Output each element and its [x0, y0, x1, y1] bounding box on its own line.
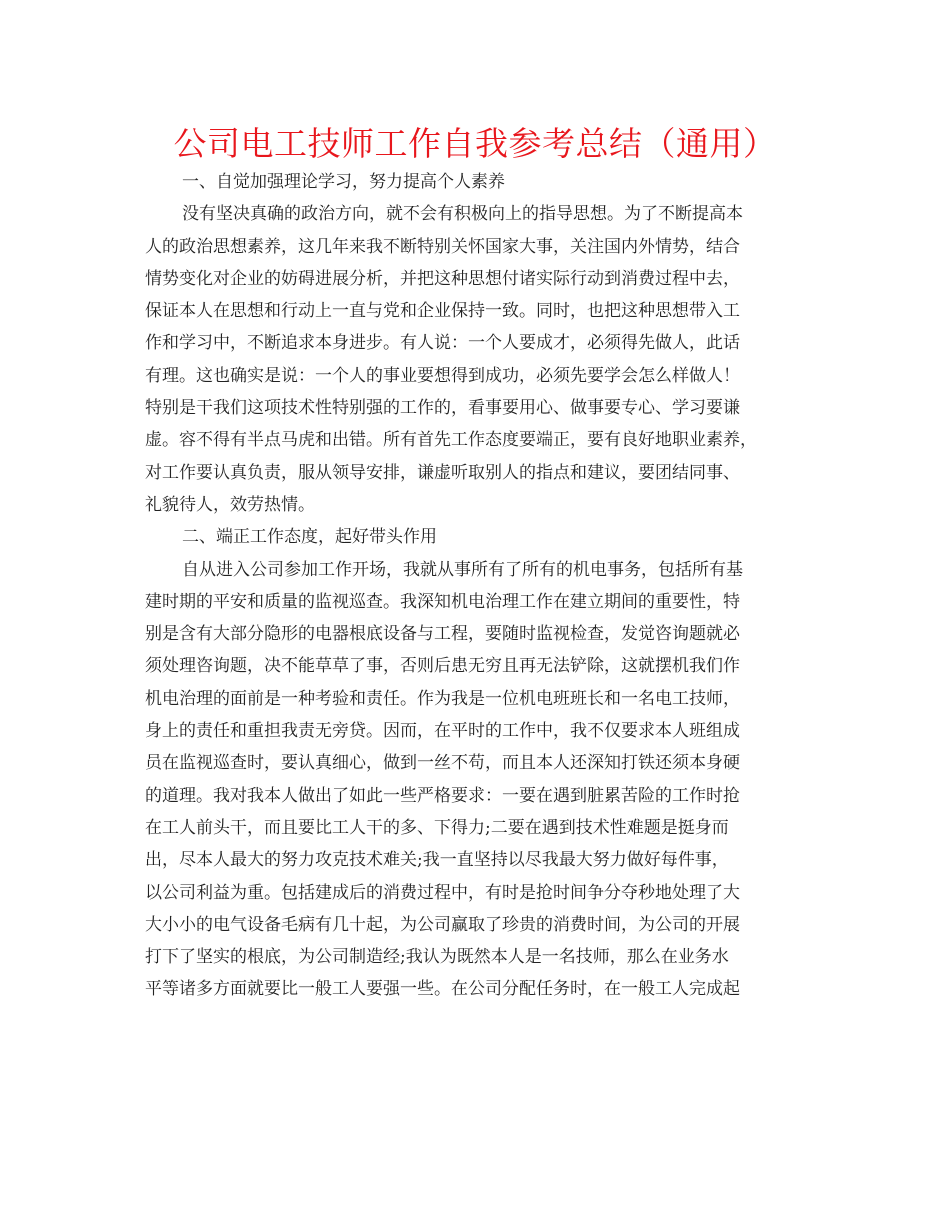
text-line: 机电治理的面前是一种考验和责任。作为我是一位机电班班长和一名电工技师，: [145, 688, 740, 709]
text-line: 的道理。我对我本人做出了如此一些严格要求：一要在遇到脏累苦险的工作时抢: [145, 785, 740, 806]
text-line: 须处理咨询题，决不能草草了事，否则后患无穷且再无法铲除，这就摆机我们作: [145, 656, 740, 677]
text-line: 身上的责任和重担我责无旁贷。因而，在平时的工作中，我不仅要求本人班组成: [145, 721, 740, 742]
text-line: 对工作要认真负责，服从领导安排，谦虚听取别人的指点和建议，要团结同事、: [145, 462, 740, 483]
text-line: 人的政治思想素养，这几年来我不断特别关怀国家大事，关注国内外情势，结合: [145, 236, 740, 257]
text-line: 有理。这也确实是说：一个人的事业要想得到成功，必须先要学会怎么样做人！: [145, 365, 740, 386]
document-title: 公司电工技师工作自我参考总结（通用）: [173, 124, 777, 163]
text-line: 打下了坚实的根底，为公司制造经;我认为既然本人是一名技师，那么在业务水: [145, 947, 729, 968]
text-line: 情势变化对企业的妨碍进展分析，并把这种思想付诸实际行动到消费过程中去，: [145, 268, 740, 289]
text-line: 自从进入公司参加工作开场，我就从事所有了所有的机电事务，包括所有基: [182, 559, 743, 580]
text-line: 出，尽本人最大的努力攻克技术难关;我一直坚持以尽我最大努力做好每件事，: [145, 850, 729, 871]
text-line: 没有坚决真确的政治方向，就不会有积极向上的指导思想。为了不断提高本: [182, 204, 743, 225]
text-line: 建时期的平安和质量的监视巡查。我深知机电治理工作在建立期间的重要性，特: [145, 591, 740, 612]
text-line: 特别是干我们这项技术性特别强的工作的，看事要用心、做事要专心、学习要谦: [145, 398, 740, 419]
text-line: 一、自觉加强理论学习，努力提高个人素养: [182, 172, 505, 192]
text-line: 平等诸多方面就要比一般工人要强一些。在公司分配任务时，在一般工人完成起: [145, 979, 740, 1000]
text-line: 别是含有大部分隐形的电器根底设备与工程，要随时监视检查，发觉咨询题就必: [145, 624, 740, 645]
document-body: [145, 166, 807, 1006]
text-line: 保证本人在思想和行动上一直与党和企业保持一致。同时，也把这种思想带入工: [145, 301, 740, 322]
text-line: 大小小的电气设备毛病有几十起，为公司赢取了珍贵的消费时间，为公司的开展: [145, 914, 740, 935]
text-line: 以公司利益为重。包括建成后的消费过程中，有时是抢时间争分夺秒地处理了大: [145, 882, 740, 903]
text-line: 员在监视巡查时，要认真细心，做到一丝不苟，而且本人还深知打铁还须本身硬: [145, 753, 740, 774]
text-line: 虚。容不得有半点马虎和出错。所有首先工作态度要端正，要有良好地职业素养，: [145, 430, 757, 451]
text-line: 在工人前头干，而且要比工人干的多、下得力;二要在遇到技术性难题是挺身而: [145, 817, 729, 838]
text-line: 作和学习中，不断追求本身进步。有人说：一个人要成才，必须得先做人，此话: [145, 333, 740, 354]
text-line: 礼貌待人，效劳热情。: [145, 494, 315, 515]
text-line: 二、端正工作态度，起好带头作用: [182, 527, 437, 548]
